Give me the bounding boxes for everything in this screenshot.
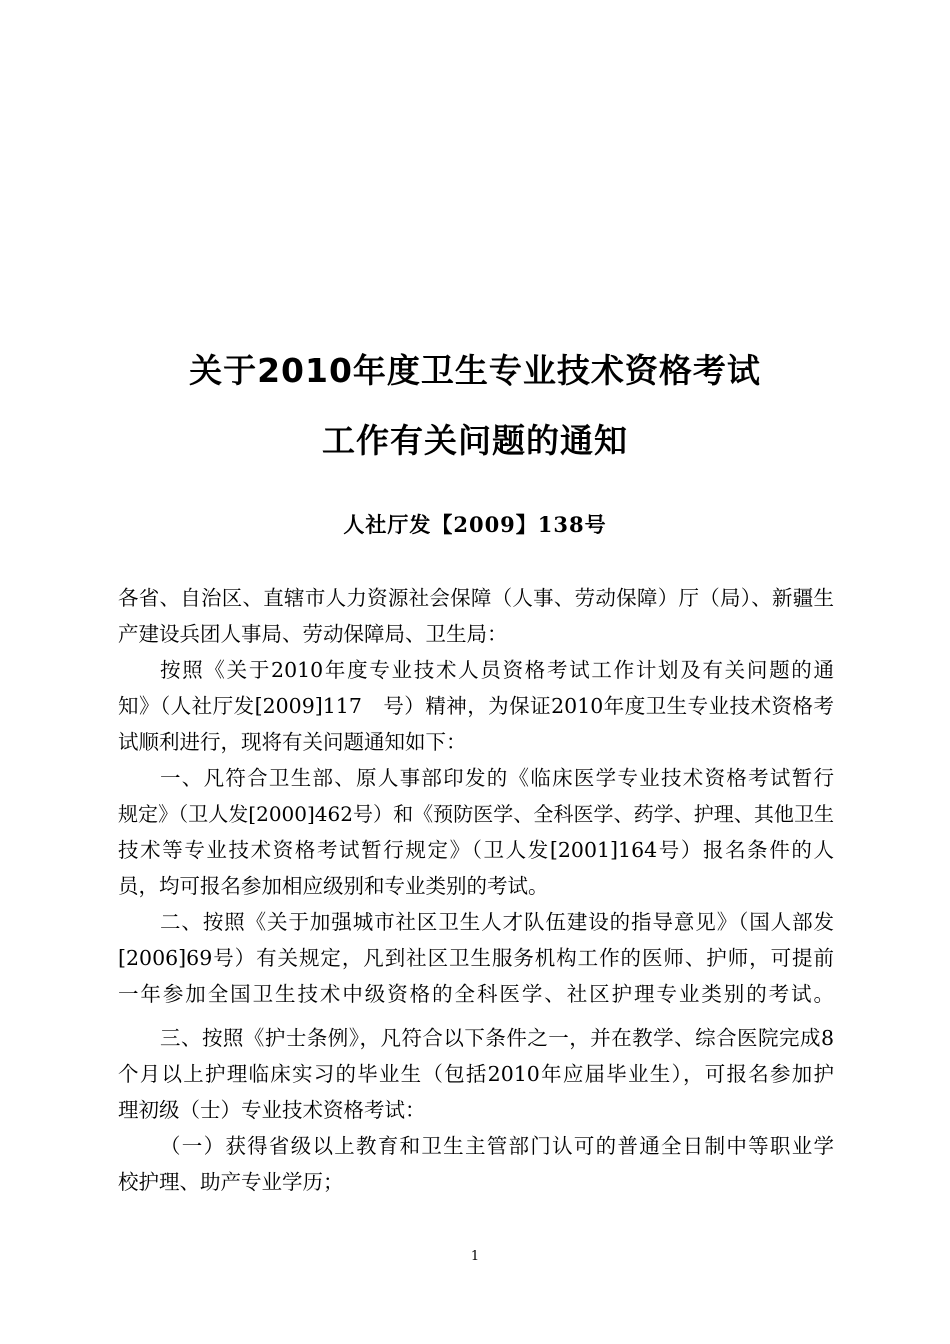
body-line: 产建设兵团人事局、劳动保障局、卫生局： [118,622,508,646]
body-line: 二、按照《关于加强城市社区卫生人才队伍建设的指导意见》（国人部发 [160,910,834,934]
body-line: 一、凡符合卫生部、原人事部印发的《临床医学专业技术资格考试暂行 [160,766,834,790]
body-line: （一）获得省级以上教育和卫生主管部门认可的普通全日制中等职业学 [160,1134,834,1158]
body-line: 三、按照《护士条例》，凡符合以下条件之一，并在教学、综合医院完成8 [160,1026,834,1050]
body-line: 一年参加全国卫生技术中级资格的全科医学、社区护理专业类别的考试。 [118,982,834,1006]
body-line: 各省、自治区、直辖市人力资源社会保障（人事、劳动保障）厅（局）、新疆生 [118,586,834,610]
title-line-1: 关于2010年度卫生专业技术资格考试 [189,351,761,390]
body-line: [2006]69号）有关规定，凡到社区卫生服务机构工作的医师、护师，可提前 [118,946,834,970]
body-line: 校护理、助产专业学历； [118,1170,344,1194]
body-line: 按照《关于2010年度专业技术人员资格考试工作计划及有关问题的通 [160,658,834,682]
title-line-2: 工作有关问题的通知 [322,421,628,460]
document-number: 人社厅发【2009】138号 [343,512,607,537]
body-line: 个月以上护理临床实习的毕业生（包括2010年应届毕业生），可报名参加护 [118,1062,834,1086]
body-line: 员，均可报名参加相应级别和专业类别的考试。 [118,874,549,898]
page-number: 1 [470,1249,480,1264]
body-line: 理初级（士）专业技术资格考试： [118,1098,426,1122]
body-line: 知》（人社厅发[2009]117 号）精神，为保证2010年度卫生专业技术资格考 [118,694,834,718]
body-line: 试顺利进行，现将有关问题通知如下： [118,730,467,754]
body-line: 规定》（卫人发[2000]462号）和《预防医学、全科医学、药学、护理、其他卫生 [118,802,834,826]
body-line: 技术等专业技术资格考试暂行规定》（卫人发[2001]164号）报名条件的人 [118,838,834,862]
